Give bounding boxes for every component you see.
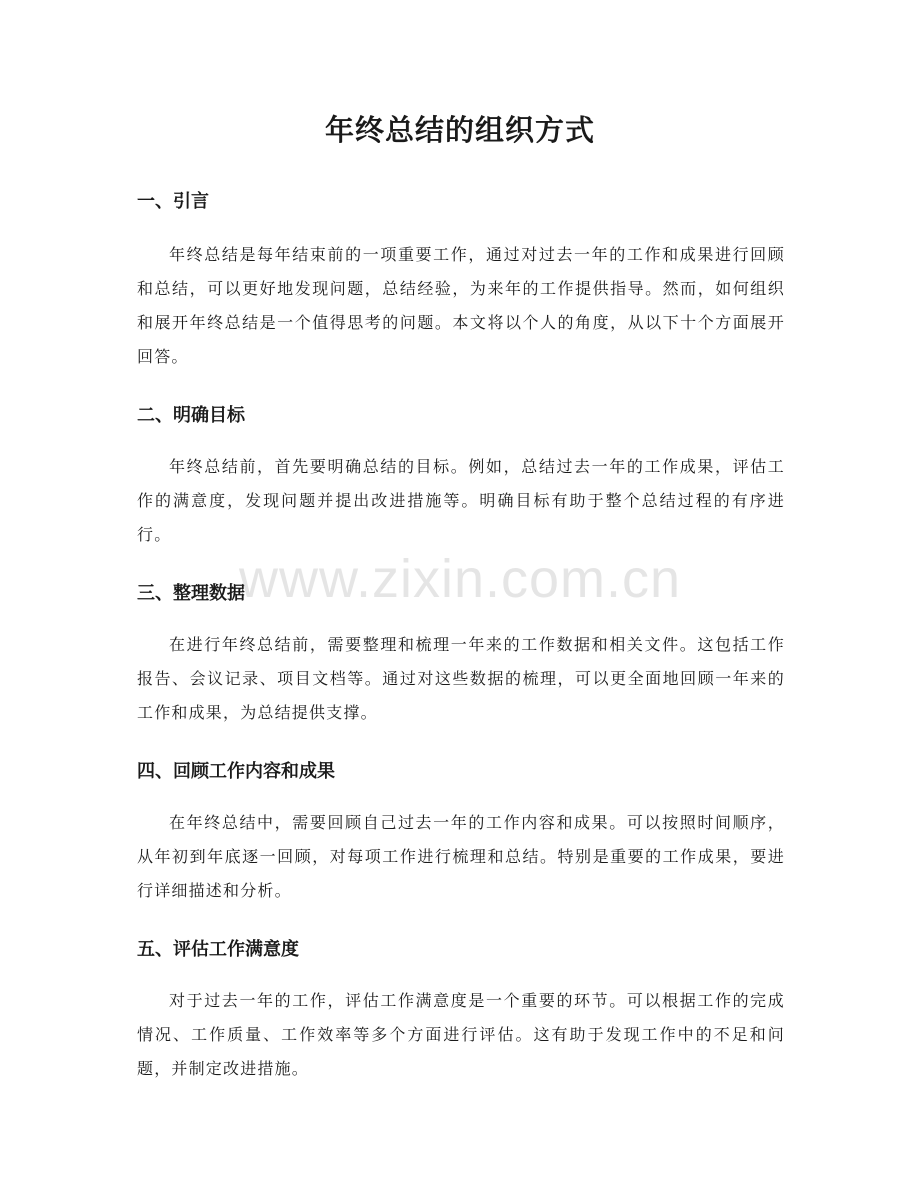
section-clear-goals [137,396,785,552]
section-organize-data [137,574,785,730]
section-paragraph: 年终总结是每年结束前的一项重要工作，通过对过去一年的工作和成果进行回顾和总结，可以更好地发现问题，总结经验，为来年的工作提供指导。然而，如何组织和展开年终总结是一个值得思考的问题。本文将以个人的角度，从以下十个方面展开回答。 [137,245,785,366]
section-evaluate-satisfaction [137,930,785,1086]
section-paragraph: 年终总结前，首先要明确总结的目标。例如，总结过去一年的工作成果，评估工作的满意度，发现问题并提出改进措施等。明确目标有助于整个总结过程的有序进行。 [137,457,785,544]
section-paragraph: 在年终总结中，需要回顾自己过去一年的工作内容和成果。可以按照时间顺序，从年初到年底逐一回顾，对每项工作进行梳理和总结。特别是重要的工作成果，要进行详细描述和分析。 [137,813,785,900]
section-heading: 二、明确目标 [137,405,245,426]
section-heading: 三、整理数据 [137,583,245,604]
section-introduction [137,182,785,374]
section-paragraph: 对于过去一年的工作，评估工作满意度是一个重要的环节。可以根据工作的完成情况、工作质量、工作效率等多个方面进行评估。这有助于发现工作中的不足和问题，并制定改进措施。 [137,991,785,1078]
watermark-text: www.zixin.com.cn [238,549,682,609]
section-review-work [137,752,785,908]
document-title: 年终总结的组织方式 [324,113,595,147]
section-heading: 五、评估工作满意度 [137,939,299,960]
section-heading: 四、回顾工作内容和成果 [137,761,335,782]
document-body [137,182,785,1086]
section-paragraph: 在进行年终总结前，需要整理和梳理一年来的工作数据和相关文件。这包括工作报告、会议记录、项目文档等。通过对这些数据的梳理，可以更全面地回顾一年来的工作和成果，为总结提供支撑。 [137,635,785,722]
section-heading: 一、引言 [137,191,209,212]
